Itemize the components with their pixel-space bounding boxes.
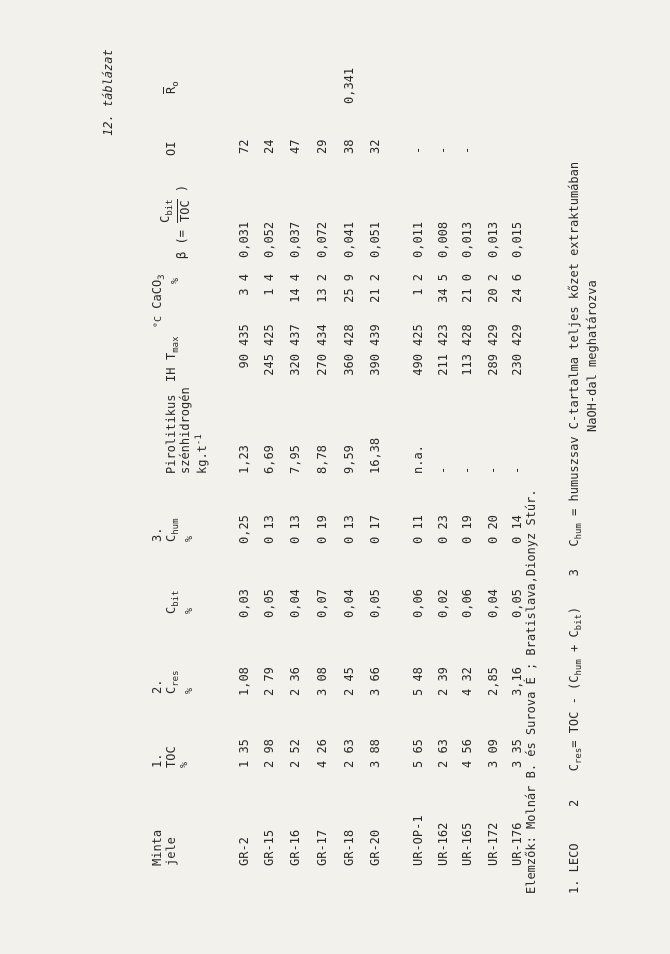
cell-ih: 320: [288, 354, 302, 376]
cell-chum: 0 13: [262, 515, 276, 544]
cell-caco3: 21 2: [368, 274, 382, 303]
cell-pyro: -: [436, 466, 450, 474]
cell-cres: 3 08: [315, 667, 329, 696]
cell-ih: 90: [237, 354, 251, 369]
cell-id: UR-172: [486, 822, 500, 866]
cell-toc: 3 88: [368, 739, 382, 768]
cell-beta: 0,013: [486, 221, 500, 258]
cell-toc: 4 56: [460, 739, 474, 768]
cell-cbit: 0,06: [460, 589, 474, 618]
cell-oi: 47: [288, 139, 302, 154]
cell-caco3: 3 4: [237, 274, 251, 296]
cell-oi: 24: [262, 139, 276, 154]
cell-chum: 0 11: [411, 515, 425, 544]
cell-beta: 0,015: [510, 221, 524, 258]
header-ih: IH: [164, 367, 178, 382]
cell-caco3: 24 6: [510, 274, 524, 303]
cell-id: GR-15: [262, 829, 276, 866]
cell-caco3: 1 4: [262, 274, 276, 296]
cell-pyro: 8,78: [315, 445, 329, 474]
cell-ih: 230: [510, 354, 524, 376]
cell-beta: 0,041: [342, 221, 356, 258]
cell-cbit: 0,04: [486, 589, 500, 618]
header-caco3: °C CaCO$_3$ %: [150, 274, 181, 328]
cell-cres: 2 79: [262, 667, 276, 696]
cell-ih: 270: [315, 354, 329, 376]
cell-ih: 211: [436, 354, 450, 376]
cell-beta: 0,013: [460, 221, 474, 258]
cell-pyro: -: [486, 466, 500, 474]
cell-pyro: -: [460, 466, 474, 474]
cell-chum: 0 13: [342, 515, 356, 544]
cell-caco3: 1 2: [411, 274, 425, 296]
cell-beta: 0,031: [237, 221, 251, 258]
cell-cbit: 0,05: [510, 589, 524, 618]
cell-cbit: 0,04: [342, 589, 356, 618]
cell-chum: 0 20: [486, 515, 500, 544]
cell-toc: 2 52: [288, 739, 302, 768]
cell-tmax: 437: [288, 324, 302, 346]
cell-tmax: 434: [315, 324, 329, 346]
cell-id: UR-162: [436, 822, 450, 866]
footnote-3-continued: NaOH-dal meghatározva: [585, 280, 599, 432]
header-toc: 1. TOC %: [150, 746, 190, 768]
cell-ih: 390: [368, 354, 382, 376]
cell-beta: 0,037: [288, 221, 302, 258]
cell-tmax: 429: [486, 324, 500, 346]
cell-chum: 0 19: [315, 515, 329, 544]
cell-caco3: 14 4: [288, 274, 302, 303]
cell-toc: 3 09: [486, 739, 500, 768]
cell-cbit: 0,02: [436, 589, 450, 618]
cell-ih: 360: [342, 354, 356, 376]
cell-chum: 0 19: [460, 515, 474, 544]
table-caption: 12. táblázat: [101, 49, 115, 136]
cell-cbit: 0,03: [237, 589, 251, 618]
cell-id: GR-17: [315, 829, 329, 866]
cell-cres: 2 45: [342, 667, 356, 696]
cell-id: GR-16: [288, 829, 302, 866]
cell-caco3: 13 2: [315, 274, 329, 303]
cell-ro: 0,341: [342, 67, 356, 104]
cell-tmax: 428: [460, 324, 474, 346]
cell-pyro: 9,59: [342, 445, 356, 474]
cell-id: UR-176: [510, 822, 524, 866]
header-beta: β (= $C_{bit}$ TOC ): [158, 184, 192, 259]
cell-id: GR-18: [342, 829, 356, 866]
cell-beta: 0,052: [262, 221, 276, 258]
cell-toc: 2 63: [436, 739, 450, 768]
header-pyrolytic: Pirolitikus szénhidrogén $kg.t^{-1}$: [164, 387, 209, 474]
header-ro: $R_o$: [164, 81, 181, 94]
cell-chum: 0 23: [436, 515, 450, 544]
cell-caco3: 25 9: [342, 274, 356, 303]
cell-oi: 32: [368, 139, 382, 154]
cell-beta: 0,011: [411, 221, 425, 258]
cell-pyro: -: [510, 466, 524, 474]
cell-cres: 4 32: [460, 667, 474, 696]
cell-ih: 490: [411, 354, 425, 376]
cell-chum: 0 13: [288, 515, 302, 544]
cell-caco3: 21 0: [460, 274, 474, 303]
cell-beta: 0,008: [436, 221, 450, 258]
cell-cres: 1,08: [237, 667, 251, 696]
cell-ih: 289: [486, 354, 500, 376]
header-oi: OI: [164, 141, 178, 156]
header-chum: 3. $C_{hum}$ %: [150, 518, 195, 542]
cell-cbit: 0,05: [368, 589, 382, 618]
cell-pyro: 6,69: [262, 445, 276, 474]
header-tmax: $T_{max}$: [164, 336, 181, 360]
cell-cres: 3,16: [510, 667, 524, 696]
cell-cres: 2 36: [288, 667, 302, 696]
cell-pyro: n.a.: [411, 445, 425, 474]
cell-oi: -: [436, 146, 450, 154]
cell-tmax: 435: [237, 324, 251, 346]
cell-toc: 4 26: [315, 739, 329, 768]
cell-toc: 5 65: [411, 739, 425, 768]
cell-chum: 0 14: [510, 515, 524, 544]
cell-id: GR-2: [237, 837, 251, 866]
cell-chum: 0,25: [237, 515, 251, 544]
cell-cres: 2 39: [436, 667, 450, 696]
cell-oi: 38: [342, 139, 356, 154]
cell-cbit: 0,07: [315, 589, 329, 618]
cell-cres: 5 48: [411, 667, 425, 696]
cell-cres: 2,85: [486, 667, 500, 696]
cell-ih: 245: [262, 354, 276, 376]
cell-tmax: 425: [411, 324, 425, 346]
cell-toc: 3 35: [510, 739, 524, 768]
cell-beta: 0,051: [368, 221, 382, 258]
cell-pyro: 7,95: [288, 445, 302, 474]
cell-pyro: 1,23: [237, 445, 251, 474]
cell-ih: 113: [460, 354, 474, 376]
cell-oi: 72: [237, 139, 251, 154]
cell-pyro: 16,38: [368, 437, 382, 474]
cell-id: UR-OP-1: [411, 815, 425, 866]
cell-cbit: 0,05: [262, 589, 276, 618]
cell-cres: 3 66: [368, 667, 382, 696]
cell-oi: -: [460, 146, 474, 154]
cell-cbit: 0,06: [411, 589, 425, 618]
cell-oi: 29: [315, 139, 329, 154]
cell-tmax: 428: [342, 324, 356, 346]
header-cres: 2. $C_{res}$ %: [150, 670, 195, 694]
cell-tmax: 429: [510, 324, 524, 346]
cell-caco3: 20 2: [486, 274, 500, 303]
cell-caco3: 34 5: [436, 274, 450, 303]
cell-tmax: 423: [436, 324, 450, 346]
analysts-note: Elemzők: Molnár B. és Surova É ; Bratislava,Dionyz Stúr.: [524, 489, 538, 894]
cell-toc: 2 63: [342, 739, 356, 768]
cell-toc: 1 35: [237, 739, 251, 768]
header-minta: Minta jele: [150, 829, 178, 866]
cell-chum: 0 17: [368, 515, 382, 544]
cell-oi: -: [411, 146, 425, 154]
cell-cbit: 0,04: [288, 589, 302, 618]
footnotes-line: 1. LECO 2 $C_{res}=$ TOC - $(C_{hum} + C_{bit})$ 3 $C_{hum}$ = humuszsav C-tartalma teljes kőzet extraktumában: [567, 161, 584, 894]
cell-id: UR-165: [460, 822, 474, 866]
header-cbit: $C_{bit}$ %: [164, 590, 195, 614]
cell-beta: 0,072: [315, 221, 329, 258]
cell-id: GR-20: [368, 829, 382, 866]
cell-toc: 2 98: [262, 739, 276, 768]
cell-tmax: 439: [368, 324, 382, 346]
cell-tmax: 425: [262, 324, 276, 346]
